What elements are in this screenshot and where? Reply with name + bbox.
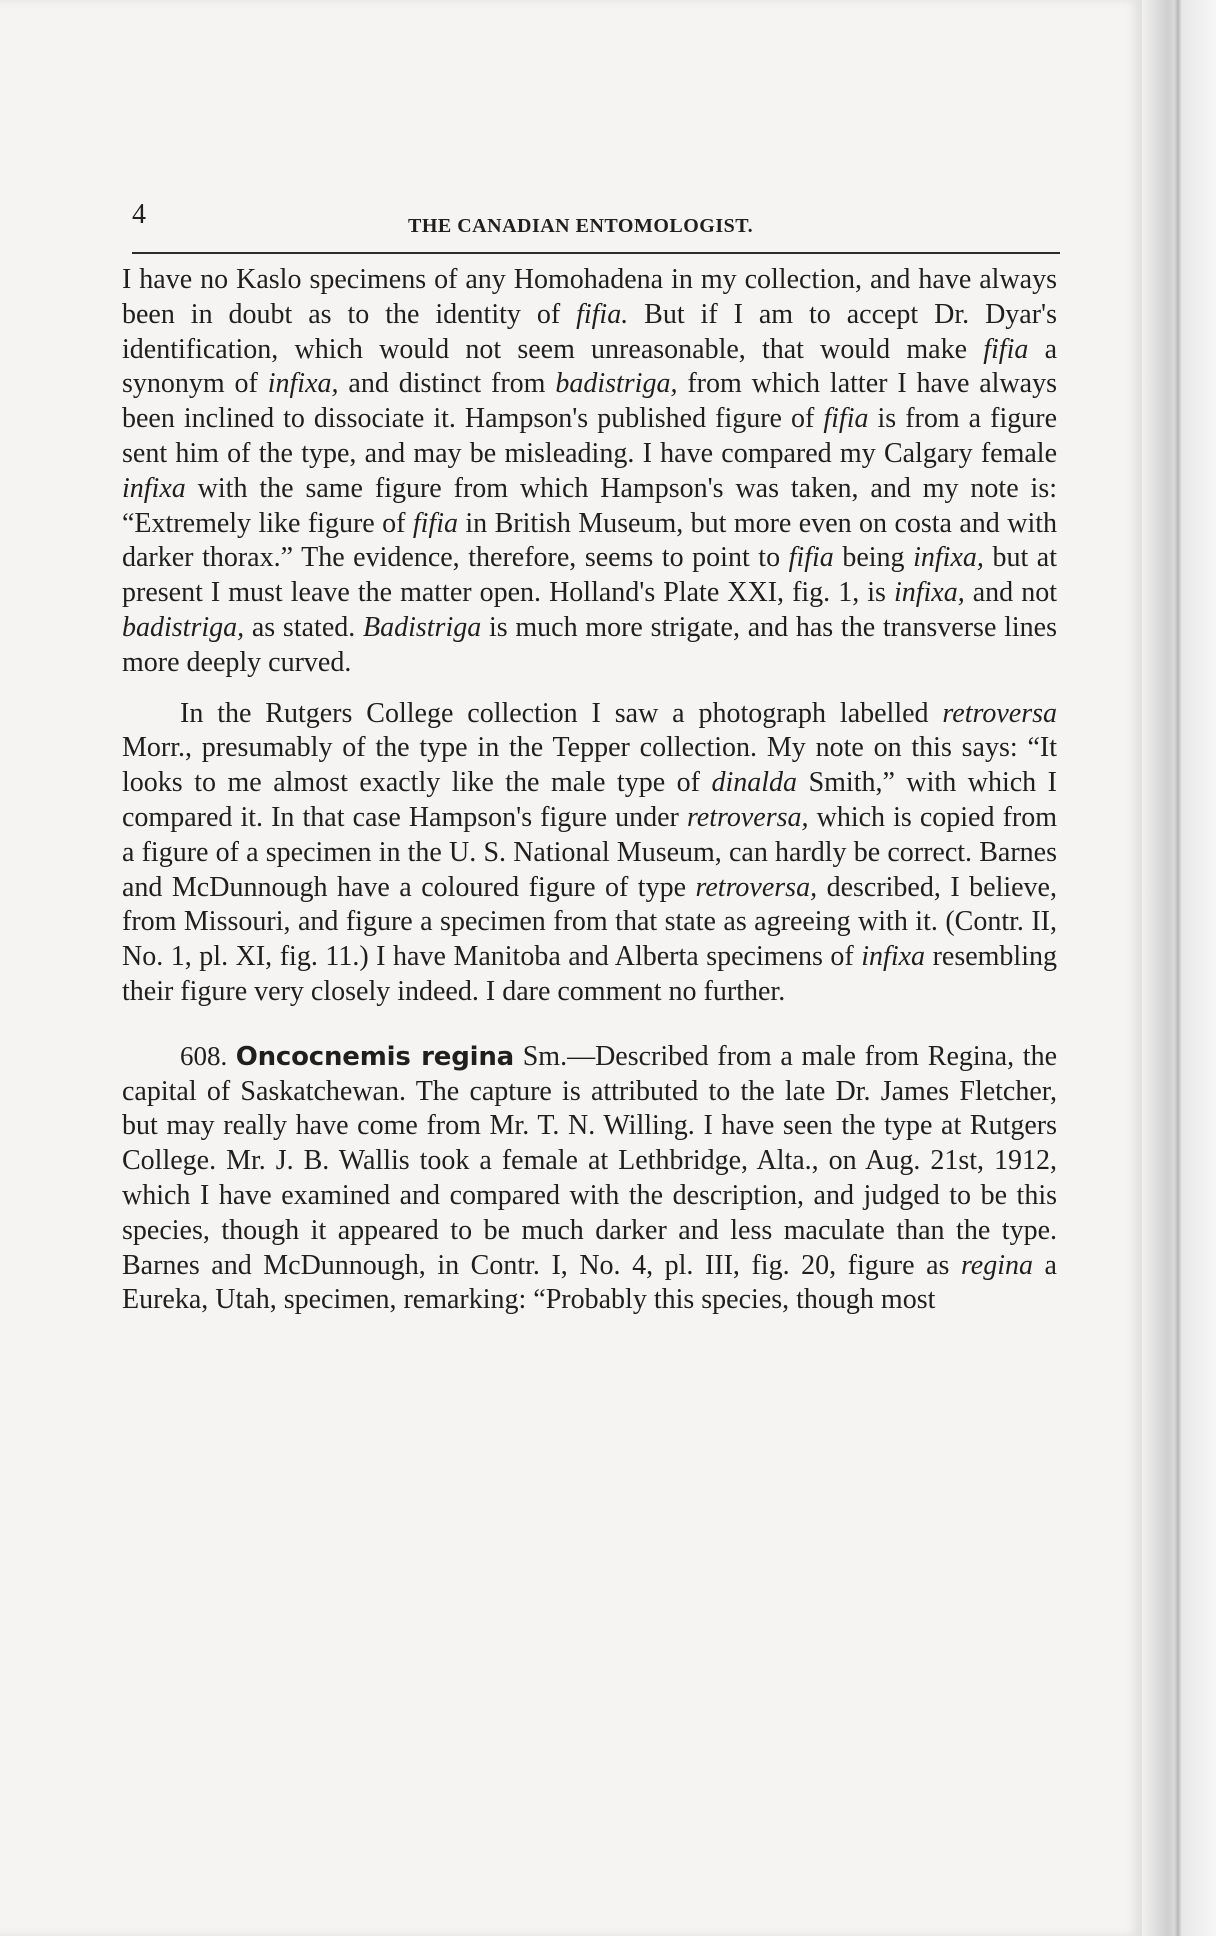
text-segment: but at present I must leave the matter open. Holland's Plate XXI, fig. 1, is <box>122 542 1057 609</box>
species-name: Oncocnemis regina <box>235 1041 515 1072</box>
species-number: 608. <box>180 1040 236 1071</box>
text-segment: Sm.—Described from a male from Regina, the capital of Saskatchewan. The capture is attributed to the late Dr. James Fletcher, but may really have come from Mr. T. N. Willing. I have seen the type at Rutgers College. Mr. J. B. Wallis took a female at Lethbridge, Alta., on Aug. 21st, 1912, which I have examined and compared with the description, and judged to be this species, though it appeared to be much darker and less maculate than the type. Barnes and McDunnough, in Contr. I, No. 4, pl. III, fig. 20, figure as <box>122 1040 1057 1281</box>
paragraph-retroversa <box>122 697 1057 1010</box>
text-segment: I have no Kaslo specimens of any Homohadena in my collection, and have always been in doubt as to the identity of <box>122 264 1057 330</box>
italic-taxon: infixa, <box>893 577 965 609</box>
text-segment: is from a figure sent him of the type, and may be misleading. I have compared my Calgary female <box>122 403 1057 469</box>
text-segment: But if I am to accept Dr. Dyar's identification, which would not seem unreasonable, that would make <box>122 298 1057 365</box>
text-segment: In the Rutgers College collection I saw a photograph labelled <box>180 697 943 729</box>
italic-taxon: fifia <box>412 507 458 539</box>
article-text <box>122 263 1057 1318</box>
italic-taxon: fifia <box>983 333 1029 365</box>
italic-taxon: badistriga, <box>122 611 245 643</box>
text-segment: from which latter I have always been inclined to dissociate it. Hampson's published figure of <box>122 368 1058 435</box>
header-rule <box>132 252 1060 254</box>
italic-taxon: fifia <box>823 403 869 435</box>
text-segment: Smith,” with which I compared it. In that case Hampson's figure under <box>122 767 1057 833</box>
text-segment: with the same figure from which Hampson's was taken, and my note is: “Extremely like figure of <box>122 472 1057 539</box>
running-head <box>132 201 1060 241</box>
text-segment: and distinct from <box>338 368 556 400</box>
italic-taxon: retroversa, <box>686 801 809 833</box>
text-segment: is much more strigate, and has the transverse lines more deeply curved. <box>122 611 1057 678</box>
text-segment: resembling their figure very closely indeed. I dare comment no further. <box>122 941 1057 1007</box>
text-segment: in British Museum, but more even on costa and with darker thorax.” The evidence, therefore, seems to point to <box>122 507 1057 574</box>
italic-taxon: infixa, <box>913 542 984 574</box>
italic-taxon: retroversa <box>942 697 1057 729</box>
text-segment: being <box>833 542 914 574</box>
italic-taxon: dinalda <box>711 767 798 799</box>
italic-taxon: fifia. <box>576 298 629 330</box>
text-segment: and not <box>964 577 1057 609</box>
italic-taxon: Badistriga <box>362 611 482 643</box>
book-page-edge <box>1142 0 1216 1936</box>
italic-taxon: infixa, <box>267 368 339 400</box>
journal-title: THE CANADIAN ENTOMOLOGIST. <box>408 215 754 237</box>
paragraph-homohadena <box>122 263 1057 681</box>
text-segment: as stated. <box>244 611 363 643</box>
italic-taxon: infixa <box>861 941 926 973</box>
italic-taxon: badistriga, <box>555 368 678 400</box>
page-number: 4 <box>132 199 146 230</box>
text-segment: which is copied from a figure of a specimen in the U. S. National Museum, can hardly be correct. Barnes and McDunnough have a coloured figure of type <box>122 801 1057 903</box>
italic-taxon: fifia <box>788 542 834 574</box>
paragraph-oncocnemis-regina <box>122 1039 1057 1318</box>
text-segment: a synonym of <box>122 333 1057 400</box>
text-segment: Morr., presumably of the type in the Tepper collection. My note on this says: “It looks to me almost exactly like the male type of <box>122 732 1057 799</box>
text-segment: a Eureka, Utah, specimen, remarking: “Probably this species, though most <box>122 1249 1057 1316</box>
italic-taxon: infixa <box>122 472 186 504</box>
italic-taxon: regina <box>960 1249 1034 1281</box>
text-segment: described, I believe, from Missouri, and figure a specimen from that state as agreeing with it. (Contr. II, No. 1, pl. XI, fig. 11.) I have Manitoba and Alberta specimens of <box>122 871 1057 973</box>
italic-taxon: retroversa, <box>695 871 818 903</box>
